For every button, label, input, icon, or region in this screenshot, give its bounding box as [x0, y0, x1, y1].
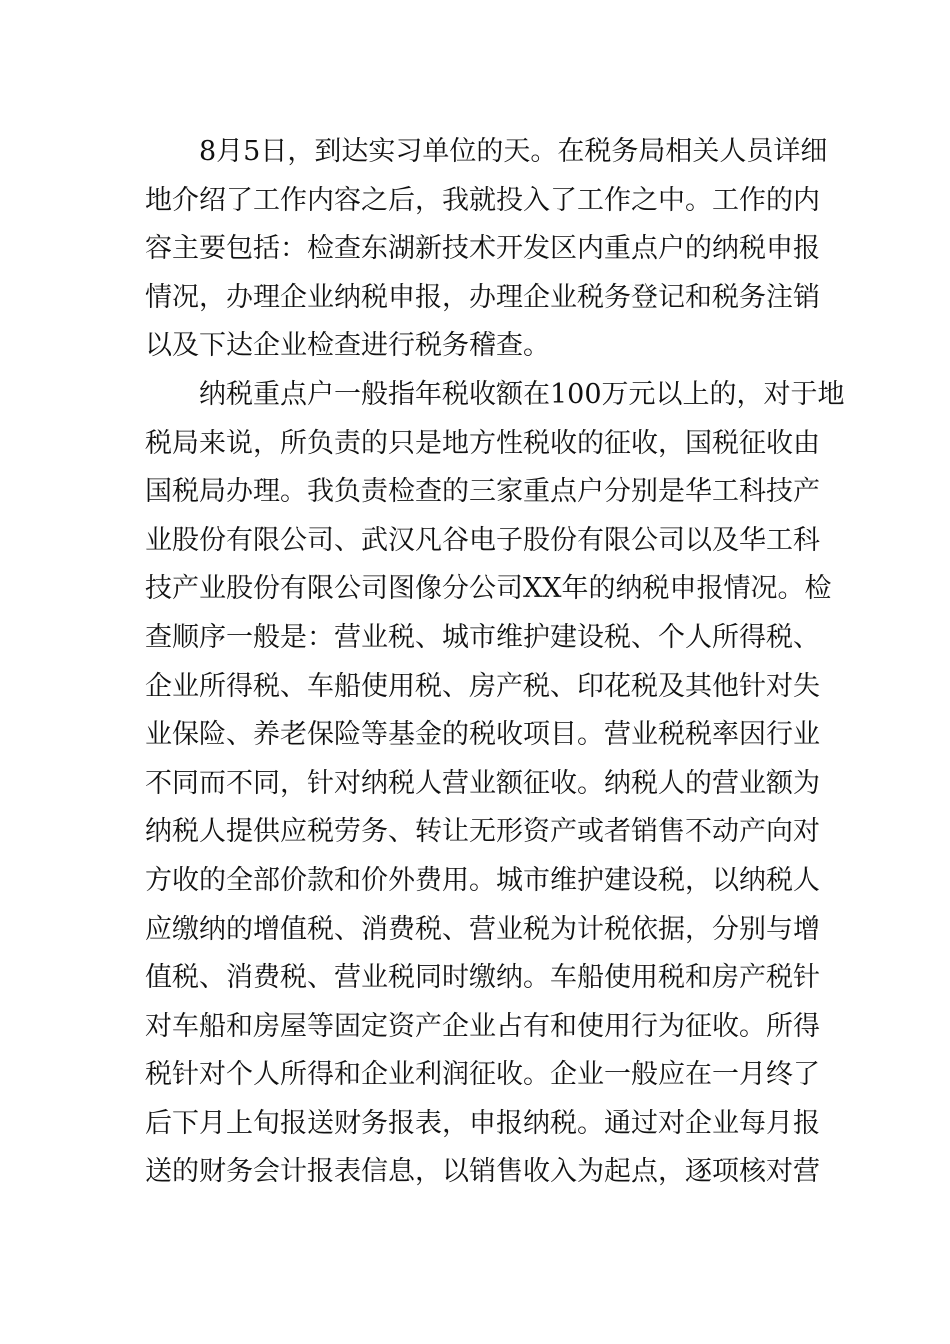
- text-line: 后下月上旬报送财务报表，申报纳税。通过对企业每月报: [145, 1107, 820, 1139]
- text-line: 税局来说，所负责的只是地方性税收的征收，国税征收由: [145, 427, 820, 459]
- text-line: 情况，办理企业纳税申报，办理企业税务登记和税务注销: [145, 281, 820, 313]
- text-line: 技产业股份有限公司图像分公司XX年的纳税申报情况。检: [145, 573, 832, 605]
- text-line: 应缴纳的增值税、消费税、营业税为计税依据，分别与增: [145, 913, 820, 945]
- text-line: 业股份有限公司、武汉凡谷电子股份有限公司以及华工科: [145, 524, 820, 556]
- text-line: 纳税重点户一般指年税收额在100万元以上的，对于地: [145, 378, 845, 410]
- text-line: 查顺序一般是：营业税、城市维护建设税、个人所得税、: [145, 621, 820, 653]
- text-line: 企业所得税、车船使用税、房产税、印花税及其他针对失: [145, 670, 820, 702]
- text-line: 以及下达企业检查进行税务稽查。: [145, 330, 550, 362]
- text-line: 地介绍了工作内容之后，我就投入了工作之中。工作的内: [145, 184, 820, 216]
- text-line: 纳税人提供应税劳务、转让无形资产或者销售不动产向对: [145, 816, 820, 848]
- text-line: 税针对个人所得和企业利润征收。企业一般应在一月终了: [145, 1059, 820, 1091]
- paragraph-1: [145, 128, 828, 371]
- text-line: 容主要包括：检查东湖新技术开发区内重点户的纳税申报: [145, 233, 820, 265]
- text-line: 值税、消费税、营业税同时缴纳。车船使用税和房产税针: [145, 962, 820, 994]
- document-body: [145, 128, 845, 1197]
- text-line: 不同而不同，针对纳税人营业额征收。纳税人的营业额为: [145, 767, 820, 799]
- text-line: 业保险、养老保险等基金的税收项目。营业税税率因行业: [145, 719, 820, 751]
- text-line: 对车船和房屋等固定资产企业占有和使用行为征收。所得: [145, 1010, 820, 1042]
- paragraph-2: [145, 371, 845, 1197]
- text-line: 8月5日，到达实习单位的天。在税务局相关人员详细: [145, 136, 828, 167]
- text-line: 国税局办理。我负责检查的三家重点户分别是华工科技产: [145, 476, 820, 508]
- text-line: 方收的全部价款和价外费用。城市维护建设税，以纳税人: [145, 864, 820, 896]
- text-line: 送的财务会计报表信息，以销售收入为起点，逐项核对营: [145, 1156, 820, 1188]
